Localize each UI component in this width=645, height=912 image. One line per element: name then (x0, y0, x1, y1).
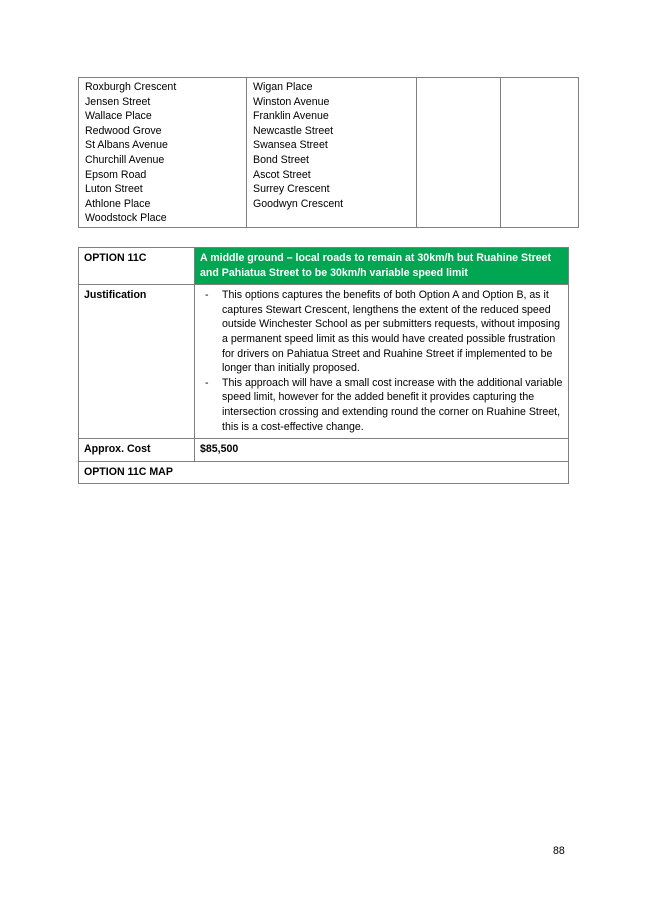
street-name: Woodstock Place (85, 212, 167, 225)
street-name: Redwood Grove (85, 124, 162, 137)
street-name: Epsom Road (85, 168, 147, 181)
justification-label: Justification (79, 285, 195, 439)
street-name: Goodwyn Crescent (253, 197, 344, 210)
cost-label: Approx. Cost (79, 439, 195, 462)
option-label: OPTION 11C (79, 248, 195, 285)
table-row (79, 439, 569, 462)
street-column-2 (247, 78, 417, 228)
street-name: Bond Street (253, 153, 309, 166)
table-row (79, 461, 569, 484)
empty-cell (417, 78, 501, 228)
justification-point: - This options captures the benefits of both Option A and Option B, as it captures Stewart Crescent, lengthens the extent of the reduced speed outside Winchester School as per submitters requests, without imposing a permanent speed limit as this would have created possible frustration for drivers on Pahiatua Street and Ruahine Street if implemented to be longer than initially proposed. (200, 288, 563, 376)
justification-list (200, 288, 563, 434)
street-name: Roxburgh Crescent (85, 81, 177, 93)
street-name: Wallace Place (85, 110, 152, 123)
street-name: St Albans Avenue (85, 139, 168, 152)
table-row (79, 285, 569, 439)
street-list-table (78, 77, 579, 228)
street-name: Ascot Street (253, 168, 311, 181)
option-table (78, 247, 569, 484)
street-name: Luton Street (85, 183, 143, 196)
street-name: Jensen Street (85, 95, 151, 108)
street-name: Swansea Street (253, 139, 328, 152)
cost-value: $85,500 (195, 439, 569, 462)
street-name: Surrey Crescent (253, 183, 330, 196)
street-name: Franklin Avenue (253, 110, 329, 123)
option-title: A middle ground – local roads to remain at 30km/h but Ruahine Street and Pahiatua Street to be 30km/h variable speed limit (195, 248, 569, 285)
street-name: Newcastle Street (253, 124, 334, 137)
map-label: OPTION 11C MAP (79, 461, 569, 484)
street-name: Wigan Place (253, 81, 313, 93)
empty-cell (501, 78, 579, 228)
table-row (79, 248, 569, 285)
page-number: 88 (553, 845, 565, 857)
street-name: Churchill Avenue (85, 153, 165, 166)
street-name: Athlone Place (85, 197, 151, 210)
table-row (79, 78, 579, 228)
justification-point: - This approach will have a small cost increase with the additional variable speed limit, however for the added benefit it provides capturing the intersection crossing and extending round the corner on Ruahine Street, this is a cost-effective change. (200, 376, 563, 434)
street-name: Winston Avenue (253, 95, 330, 108)
justification-content (195, 285, 569, 439)
street-column-1 (79, 78, 247, 228)
